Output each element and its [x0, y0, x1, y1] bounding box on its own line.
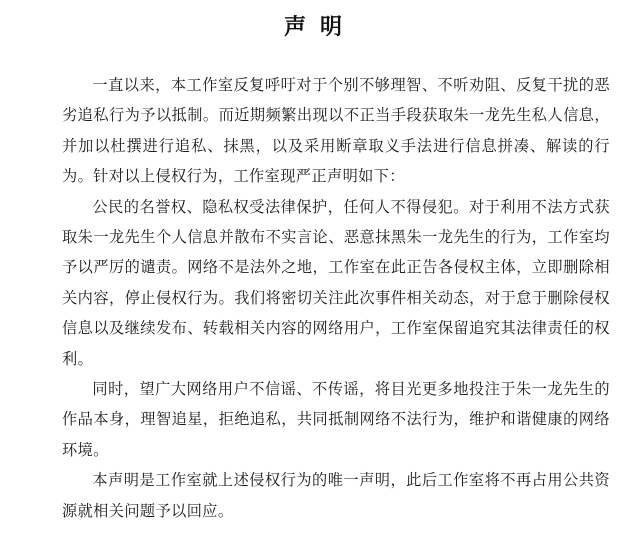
paragraph-closing: 本声明是工作室就上述侵权行为的唯一声明，此后工作室将不再占用公共资源就相关问题予以回应。	[62, 471, 610, 520]
document-title: 声明	[283, 15, 356, 40]
document-body	[62, 70, 610, 526]
paragraph-intro: 一直以来，本工作室反复呼吁对于个别不够理智、不听劝阻、反复干扰的恶劣追私行为予以抵制。而近期频繁出现以不正当手段获取朱一龙先生私人信息，并加以杜撰进行追私、抹黑，以及采用断章取义手法进行信息拼凑、解读的行为。针对以上侵权行为，工作室现严正声明如下：	[62, 76, 610, 186]
paragraph-rights: 公民的名誉权、隐私权受法律保护，任何人不得侵犯。对于利用不法方式获取朱一龙先生个人信息并散布不实言论、恶意抹黑朱一龙先生的行为，工作室均予以严厉的谴责。网络不是法外之地，工作室在此正告各侵权主体，立即删除相关内容，停止侵权行为。我们将密切关注此次事件相关动态，对于怠于删除侵权信息以及继续发布、转载相关内容的网络用户，工作室保留追究其法律责任的权利。	[62, 197, 610, 368]
paragraph-appeal: 同时，望广大网络用户不信谣、不传谣，将目光更多地投注于朱一龙先生的作品本身，理智追星，拒绝追私，共同抵制网络不法行为，维护和谐健康的网络环境。	[62, 380, 610, 459]
